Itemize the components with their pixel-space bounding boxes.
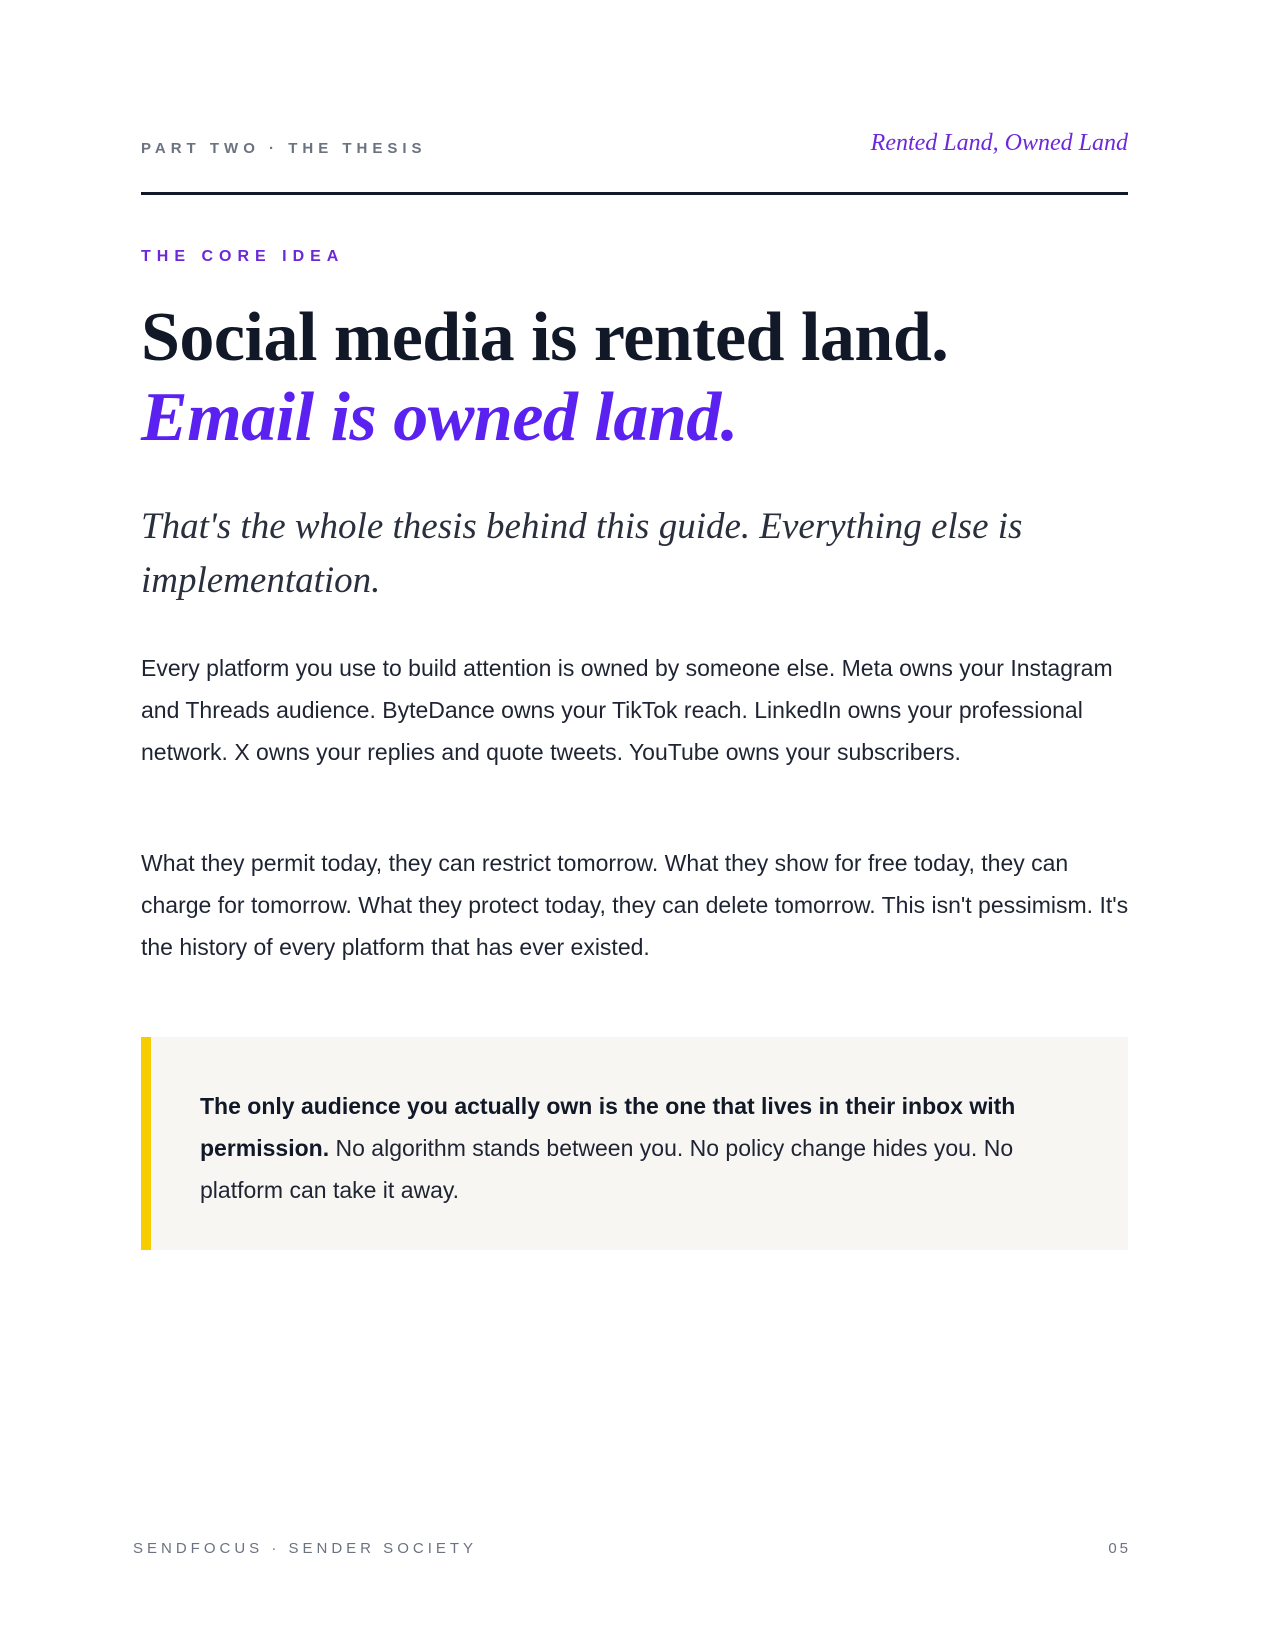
footer-brand: SENDFOCUS · SENDER SOCIETY <box>133 1540 478 1557</box>
page-header <box>141 128 1128 195</box>
callout-rest-text: No algorithm stands between you. No policy change hides you. No platform can take it away. <box>200 1135 1014 1203</box>
headline-line-2: Email is owned land. <box>141 379 738 456</box>
pull-quote-callout <box>141 1037 1128 1250</box>
lede-paragraph: That's the whole thesis behind this guide. Everything else is implementation. <box>141 506 1023 601</box>
callout-text <box>200 1085 1080 1211</box>
headline-line-1: Social media is rented land. <box>141 299 949 376</box>
body-paragraph-2: What they permit today, they can restrict tomorrow. What they show for free today, they can charge for tomorrow. What they protect today, they can delete tomorrow. This isn't pessimism. It's the history of every platform that has ever existed. <box>141 850 1129 960</box>
body-paragraph-1: Every platform you use to build attention is owned by someone else. Meta owns your Instagram and Threads audience. ByteDance owns your TikTok reach. LinkedIn owns your professional network. X owns your replies and quote tweets. YouTube owns your subscribers. <box>141 655 1113 765</box>
page-number: 05 <box>1108 1540 1131 1557</box>
kicker-label: THE CORE IDEA <box>141 248 345 265</box>
callout-strong-text: The only audience you actually own is the one that lives in their inbox with permission. <box>200 1093 1016 1161</box>
running-title: Rented Land, Owned Land <box>870 130 1128 156</box>
headline <box>141 298 1141 458</box>
section-label: PART TWO · THE THESIS <box>141 140 427 157</box>
